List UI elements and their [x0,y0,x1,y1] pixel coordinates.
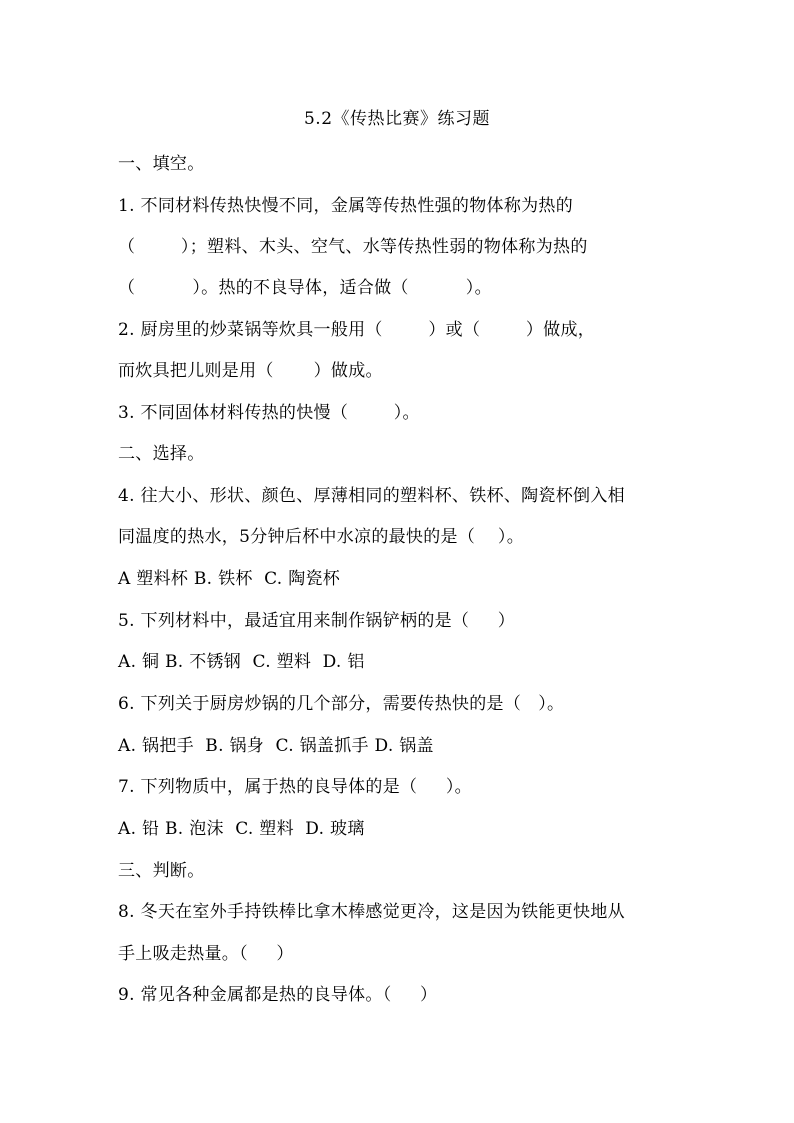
question-8-line-1: 8. 冬天在室外手持铁棒比拿木棒感觉更冷，这是因为铁能更快地从 [118,902,625,922]
section-heading-judge: 三、判断。 [118,861,205,881]
question-5: 5. 下列材料中，最适宜用来制作锅铲柄的是（ ） [118,611,516,631]
question-2-line-2: 而炊具把儿则是用（ ）做成。 [118,361,383,381]
question-1-line-2: （ ）；塑料、木头、空气、水等传热性弱的物体称为热的 [118,237,588,257]
question-7: 7. 下列物质中，属于热的良导体的是（ ）。 [118,777,472,797]
question-4-options: A 塑料杯 B. 铁杯 C. 陶瓷杯 [118,569,341,589]
question-6: 6. 下列关于厨房炒锅的几个部分，需要传热快的是（ ）。 [118,694,565,714]
question-8-line-2: 手上吸走热量。（ ） [118,944,294,964]
question-1-line-3: （ ）。热的不良导体，适合做（ ）。 [118,278,492,298]
section-heading-fill: 一、填空。 [118,154,205,174]
section-heading-choice: 二、选择。 [118,444,205,464]
page-title: 5.2《传热比赛》练习题 [303,109,491,129]
question-1-line-1: 1. 不同材料传热快慢不同，金属等传热性强的物体称为热的 [118,196,574,216]
question-5-options: A. 铜 B. 不锈钢 C. 塑料 D. 铝 [118,652,365,672]
question-6-options: A. 锅把手 B. 锅身 C. 锅盖抓手 D. 锅盖 [118,736,434,756]
question-4-line-1: 4. 往大小、形状、颜色、厚薄相同的塑料杯、铁杯、陶瓷杯倒入相 [118,486,625,506]
question-4-line-2: 同温度的热水，5分钟后杯中水凉的最快的是（ ）。 [118,527,525,547]
question-3: 3. 不同固体材料传热的快慢（ ）。 [118,403,420,423]
question-9: 9. 常见各种金属都是热的良导体。（ ） [118,985,438,1005]
question-2-line-1: 2. 厨房里的炒菜锅等炊具一般用（ ）或（ ）做成， [118,320,596,340]
question-7-options: A. 铅 B. 泡沫 C. 塑料 D. 玻璃 [118,819,365,839]
